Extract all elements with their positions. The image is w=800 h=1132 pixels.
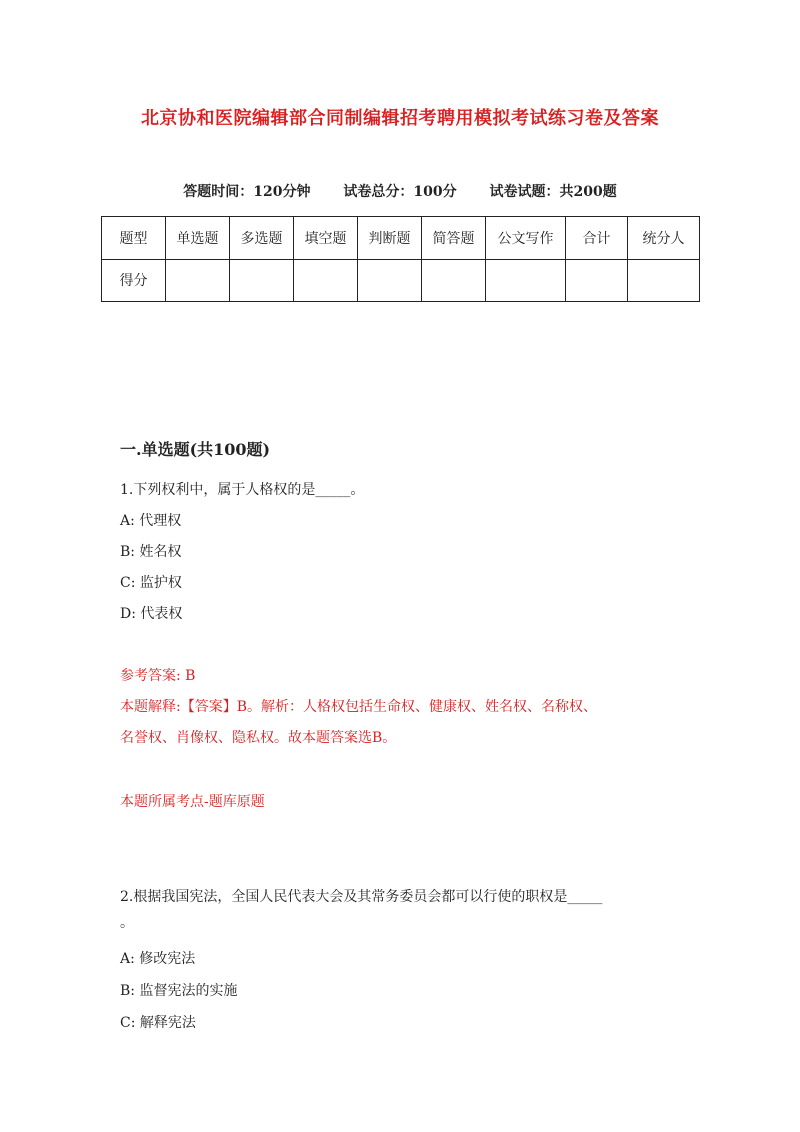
score-table: [101, 216, 700, 302]
question-stem: 2.根据我国宪法，全国人民代表大会及其常务委员会都可以行使的职权是_____: [120, 889, 603, 905]
score-table-header-cell: 题型: [102, 217, 166, 260]
score-cell: [294, 259, 358, 302]
exam-question-count: 试卷试题：共200题: [489, 184, 617, 200]
reference-answer: 参考答案: B: [120, 668, 196, 684]
score-cell: [422, 259, 486, 302]
score-table-header-cell: 统分人: [628, 217, 700, 260]
question-option: C: 监护权: [120, 575, 182, 591]
question-stem-continuation: 。: [120, 915, 134, 931]
score-table-header-cell: 公文写作: [486, 217, 566, 260]
score-cell: [230, 259, 294, 302]
section-title: 一.单选题(共100题): [120, 440, 271, 459]
answer-explanation: 本题解释:【答案】B。解析：人格权包括生命权、健康权、姓名权、名称权、: [120, 699, 598, 715]
question-source: 本题所属考点-题库原题: [120, 794, 265, 810]
score-cell: [628, 259, 700, 302]
score-table-header-cell: 简答题: [422, 217, 486, 260]
question-option: D: 代表权: [120, 606, 183, 622]
score-table-header-cell: 多选题: [230, 217, 294, 260]
score-table-score-row: [102, 259, 700, 302]
score-cell: [166, 259, 230, 302]
question-option: A: 修改宪法: [120, 951, 196, 967]
score-table-header-cell: 单选题: [166, 217, 230, 260]
question-option: B: 姓名权: [120, 544, 182, 560]
score-table-header-cell: 填空题: [294, 217, 358, 260]
question-option: C: 解释宪法: [120, 1015, 196, 1031]
exam-time: 答题时间：120分钟: [183, 184, 311, 200]
score-table-header-cell: 合计: [566, 217, 628, 260]
question-option: A: 代理权: [120, 513, 182, 529]
score-row-label: 得分: [102, 259, 166, 302]
question-option: B: 监督宪法的实施: [120, 983, 238, 999]
exam-meta: [0, 181, 800, 201]
answer-explanation: 名誉权、肖像权、隐私权。故本题答案选B。: [120, 730, 397, 746]
score-cell: [358, 259, 422, 302]
exam-total-score: 试卷总分：100分: [343, 184, 457, 200]
score-table-header-cell: 判断题: [358, 217, 422, 260]
score-cell: [486, 259, 566, 302]
question-stem: 1.下列权利中，属于人格权的是_____。: [120, 482, 365, 498]
score-cell: [566, 259, 628, 302]
document-title: 北京协和医院编辑部合同制编辑招考聘用模拟考试练习卷及答案: [141, 108, 659, 129]
score-table-header-row: [102, 217, 700, 260]
